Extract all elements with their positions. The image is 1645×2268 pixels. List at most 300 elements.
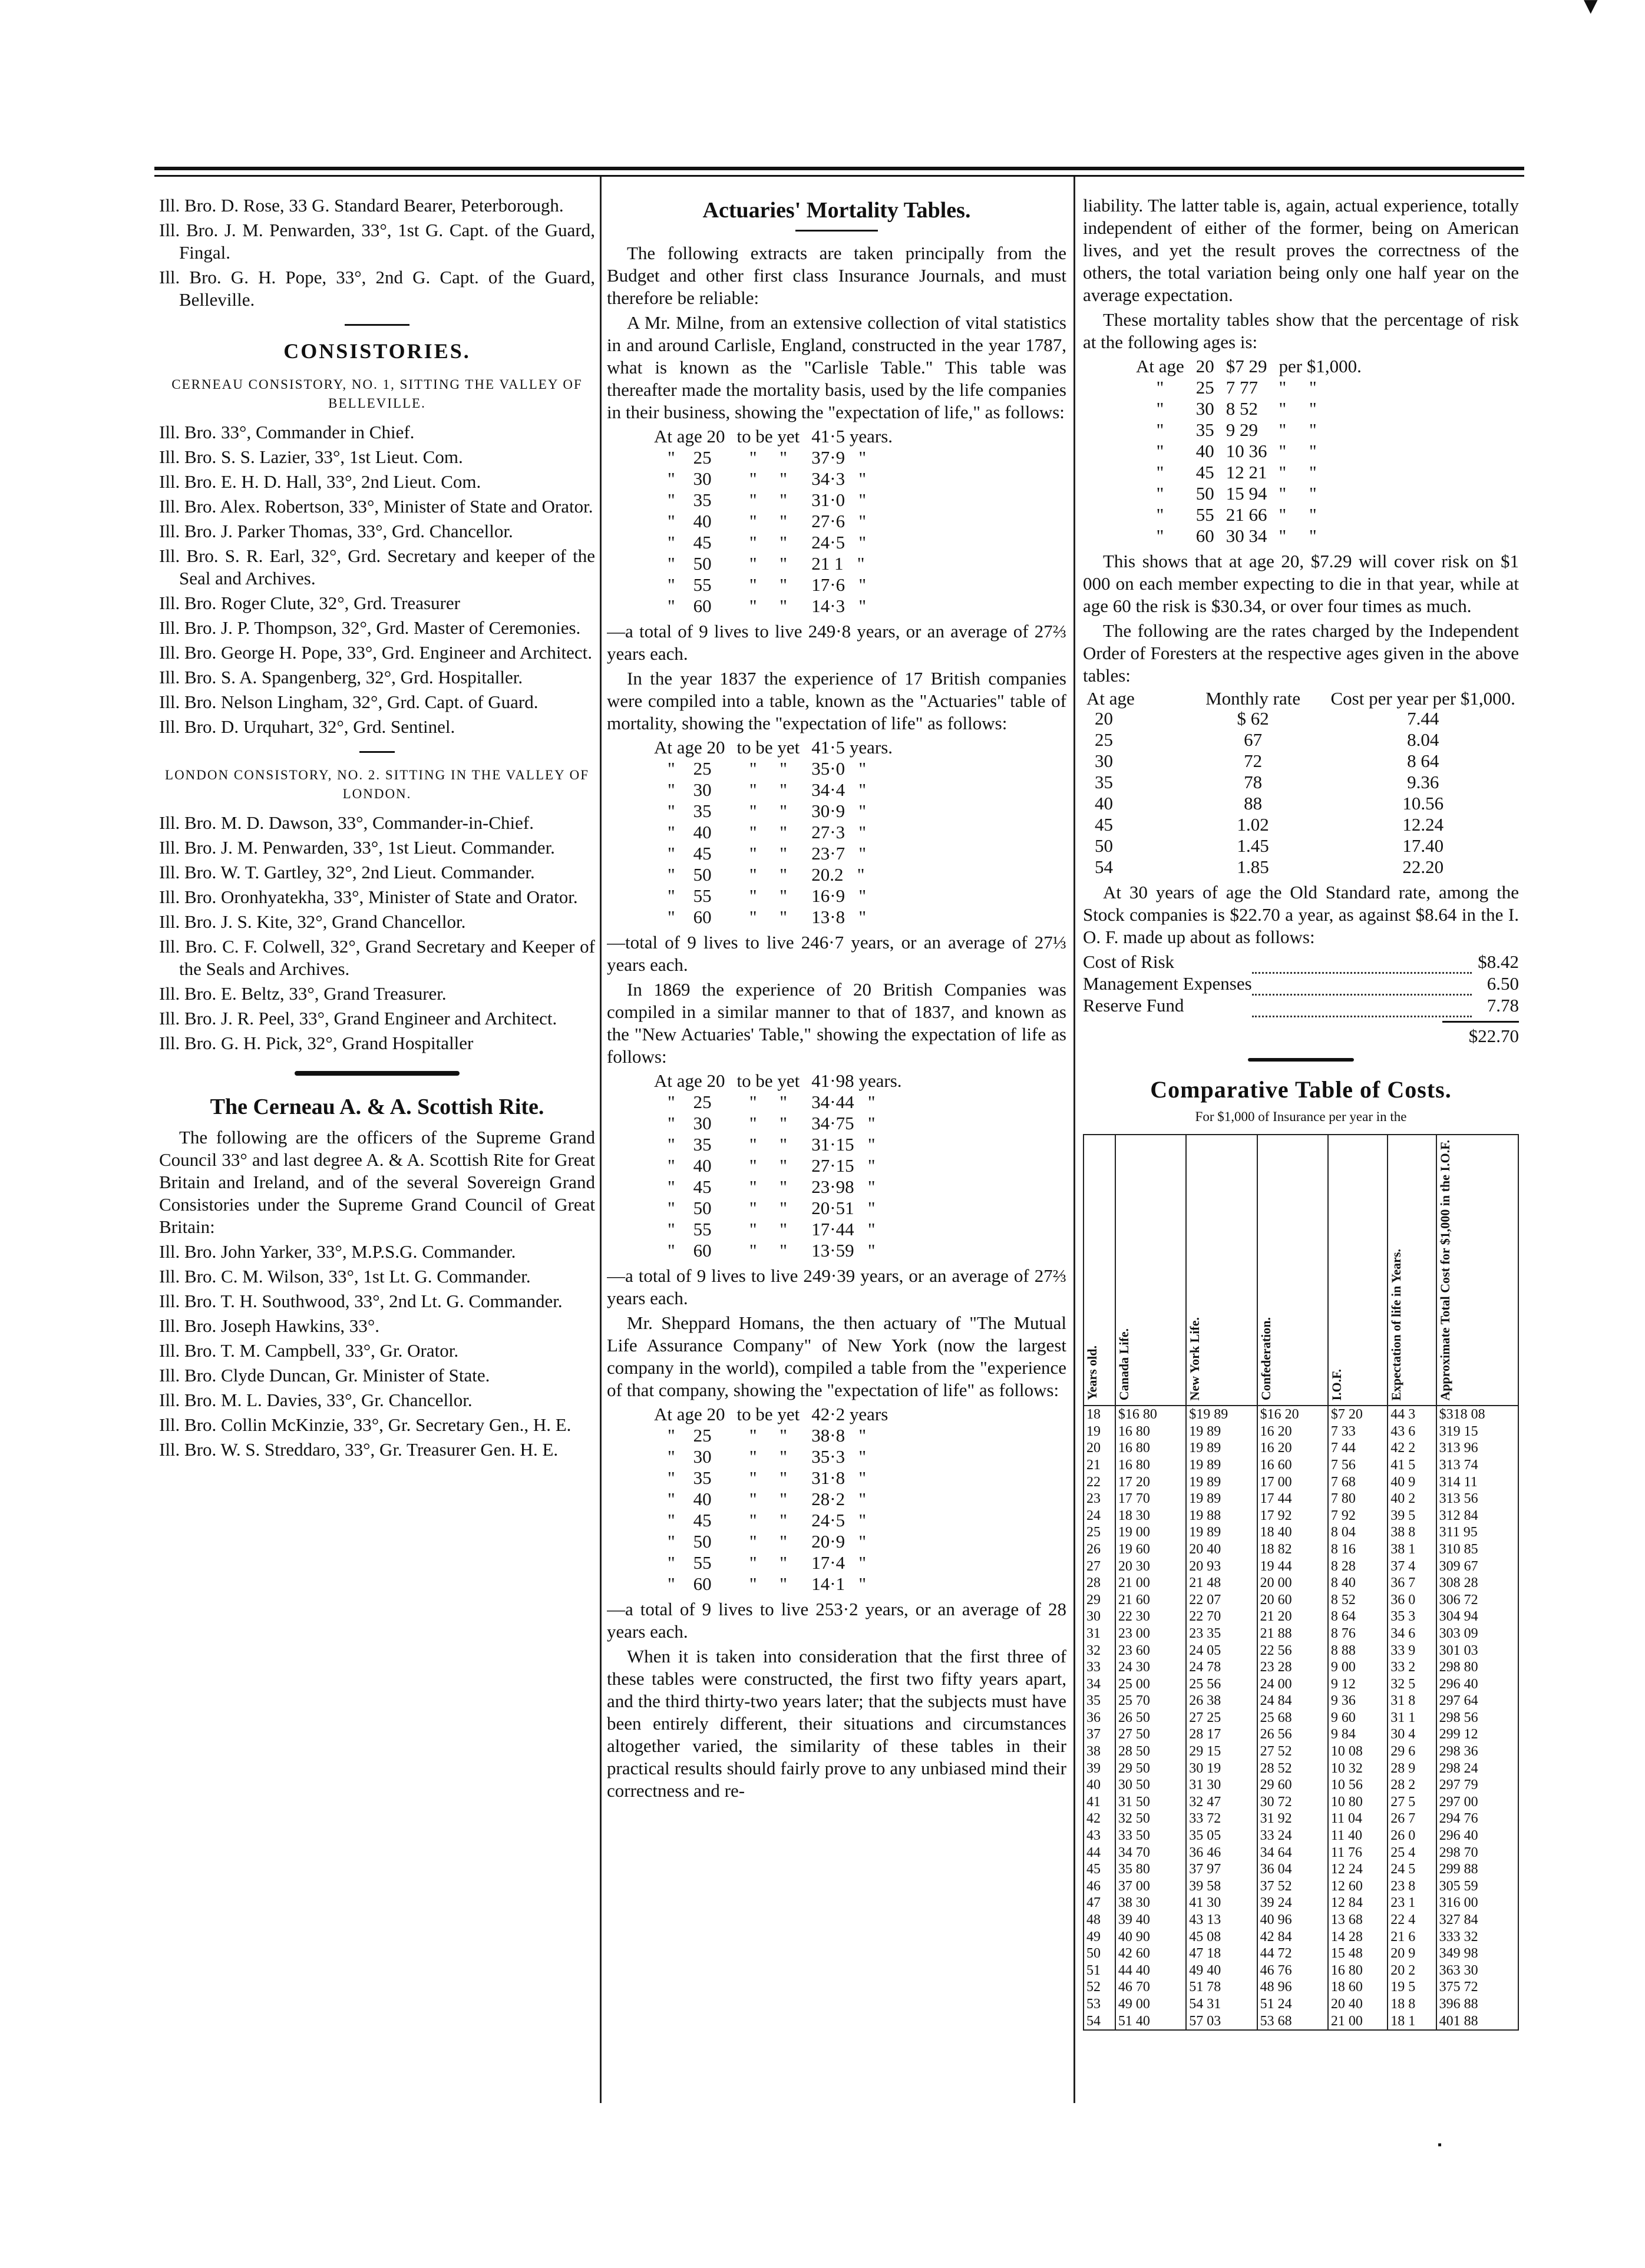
ditto-mark: " — [779, 1552, 787, 1573]
years-value: 13·8 — [811, 907, 845, 927]
table-row — [1084, 1592, 1518, 1609]
ditto-mark: " — [779, 822, 787, 842]
table-cell: 42 2 — [1388, 1440, 1436, 1457]
table-cell: 311 95 — [1436, 1524, 1518, 1541]
ditto-mark: " — [749, 1134, 757, 1155]
ditto-cell — [731, 1425, 806, 1446]
age-cell: 50 — [1095, 835, 1113, 856]
table-cell: 20 93 — [1186, 1558, 1257, 1575]
table-row — [648, 1425, 894, 1446]
ditto-cell — [731, 1219, 806, 1240]
ditto-mark: " — [667, 532, 675, 553]
years-cell — [805, 1240, 907, 1261]
years-value: 13·59 — [811, 1240, 854, 1261]
table-row — [1084, 1457, 1518, 1474]
age-value: 50 — [693, 864, 712, 885]
age-cell — [648, 907, 731, 928]
ditto-mark: " — [749, 801, 757, 821]
cost-total: $22.70 — [1468, 1025, 1519, 1046]
table-cell: 32 — [1084, 1642, 1115, 1659]
age-cell — [648, 1134, 731, 1155]
table-cell: 11 40 — [1328, 1827, 1388, 1844]
risk-cell: 15 94 — [1226, 483, 1267, 504]
table-row — [1083, 793, 1519, 814]
table-cell: 24 78 — [1186, 1659, 1257, 1676]
cell: $7 29 — [1226, 356, 1267, 376]
cost-value: $8.42 — [1478, 951, 1519, 972]
years-value: 23·98 — [811, 1176, 854, 1197]
ditto-cell — [731, 1198, 806, 1219]
table-cell: 333 32 — [1436, 1929, 1518, 1946]
age-cell — [648, 468, 731, 490]
table-row — [648, 1134, 908, 1155]
ditto-cell — [731, 1531, 806, 1552]
age-value: 40 — [693, 1155, 712, 1176]
table-cell: 19 5 — [1388, 1979, 1436, 1996]
table-row — [1084, 1659, 1518, 1676]
age-cell: 30 — [1195, 398, 1214, 419]
age-cell — [648, 490, 731, 511]
table-row — [648, 1176, 908, 1198]
ditto-mark: " — [749, 574, 757, 595]
age-value: 35 — [693, 490, 712, 510]
table-row — [1083, 994, 1519, 1016]
table-cell: 26 7 — [1388, 1810, 1436, 1827]
ditto-mark: " — [667, 490, 675, 510]
table-cell: 26 50 — [1115, 1710, 1186, 1727]
ditto-mark: " — [1309, 504, 1317, 525]
table-cell: 303 09 — [1436, 1625, 1518, 1642]
ditto-mark: " — [749, 532, 757, 553]
ditto-mark: " — [858, 843, 867, 864]
column-one — [159, 194, 595, 1463]
table-row — [1084, 1625, 1518, 1642]
table-cell: 29 15 — [1186, 1743, 1257, 1760]
ditto-cell — [1273, 525, 1367, 547]
table-cell: 16 20 — [1257, 1440, 1328, 1457]
table-cell: 25 70 — [1115, 1692, 1186, 1710]
years-value: 14·1 — [811, 1573, 845, 1594]
table-row — [648, 1092, 908, 1113]
table-cell: 20 9 — [1388, 1945, 1436, 1962]
years-value: 28·2 — [811, 1489, 845, 1509]
column-header-label: I.O.F. — [1329, 1368, 1344, 1401]
table-row — [648, 885, 899, 907]
table-cell: 34 64 — [1257, 1844, 1328, 1862]
ditto-mark: " — [779, 1176, 787, 1197]
table-cell: 298 70 — [1436, 1844, 1518, 1862]
ditto-mark: " — [667, 885, 675, 906]
ditto-mark: " — [667, 1155, 675, 1176]
table-cell: 41 5 — [1388, 1457, 1436, 1474]
table-cell: 29 — [1084, 1592, 1115, 1609]
table-row — [1084, 1423, 1518, 1440]
table-cell: 23 1 — [1388, 1895, 1436, 1912]
ditto-mark: " — [749, 1573, 757, 1594]
ditto-mark: " — [857, 864, 865, 885]
ditto-cell — [731, 490, 806, 511]
age-value: 30 — [693, 1113, 712, 1133]
table-cell: 19 89 — [1186, 1423, 1257, 1440]
years-value: 20·9 — [811, 1531, 845, 1552]
ditto-cell — [731, 574, 806, 596]
comparative-cost-table — [1083, 1134, 1519, 2031]
table-cell: 44 72 — [1257, 1945, 1328, 1962]
risk-cell: 12 21 — [1226, 462, 1267, 482]
cell: 41·5 years. — [811, 426, 893, 447]
column-header-label: Canada Life. — [1116, 1328, 1131, 1401]
table-row — [648, 1198, 908, 1219]
years-cell — [805, 864, 899, 885]
ditto-mark: " — [858, 758, 867, 779]
ditto-mark: " — [667, 574, 675, 595]
years-cell — [805, 1467, 894, 1489]
table-cell: 21 00 — [1115, 1575, 1186, 1592]
column-header — [1436, 1135, 1518, 1406]
table-row — [1084, 1490, 1518, 1507]
table-cell: 21 — [1084, 1457, 1115, 1474]
table-cell: 43 6 — [1388, 1423, 1436, 1440]
table-cell: 9 36 — [1328, 1692, 1388, 1710]
table-row — [648, 1531, 894, 1552]
age-value: 35 — [693, 1134, 712, 1155]
table-cell: 25 4 — [1388, 1844, 1436, 1862]
ditto-mark: " — [867, 1176, 876, 1197]
ditto-cell — [731, 1489, 806, 1510]
officer-entry: Ill. Bro. D. Rose, 33 G. Standard Bearer, Peterborough. — [159, 195, 564, 216]
ditto-cell — [731, 1134, 806, 1155]
table-cell: 26 56 — [1257, 1726, 1328, 1743]
table-cell: 396 88 — [1436, 1996, 1518, 2013]
ditto-cell — [731, 1573, 806, 1595]
table-cell: 18 40 — [1257, 1524, 1328, 1541]
years-cell — [805, 779, 899, 801]
table-row — [648, 758, 899, 779]
ditto-mark: " — [779, 779, 787, 800]
section-divider — [345, 324, 409, 326]
ditto-mark: " — [667, 1489, 675, 1509]
ditto-cell — [731, 1552, 806, 1573]
years-cell — [805, 1113, 907, 1134]
ditto-mark: " — [858, 1425, 867, 1446]
ditto-mark: " — [667, 907, 675, 927]
ditto-cell — [731, 1155, 806, 1176]
milne-paragraph: A Mr. Milne, from an extensive collection of vital statistics in and around Carlisle, England, constructed in the year 1787, what is known as the "Carlisle Table." This table was thereafter made the mortality basis, used by the life companies in their business, showing the "expectation of life," as follows: — [607, 312, 1066, 422]
years-value: 34·4 — [811, 779, 845, 800]
ditto-mark: " — [749, 779, 757, 800]
table-row — [1084, 1844, 1518, 1862]
table-cell: 310 85 — [1436, 1541, 1518, 1558]
officer-entry: Ill. Bro. Alex. Robertson, 33°, Minister of State and Orator. — [159, 496, 593, 517]
table-cell: 36 04 — [1257, 1861, 1328, 1878]
ditto-mark: " — [779, 1113, 787, 1133]
age-cell — [648, 885, 731, 907]
table-cell: 28 52 — [1257, 1760, 1328, 1777]
years-cell — [805, 885, 899, 907]
table-row — [648, 1489, 894, 1510]
table-cell: 375 72 — [1436, 1979, 1518, 1996]
table-cell: 19 60 — [1115, 1541, 1186, 1558]
ditto-cell — [731, 907, 806, 928]
table-cell: 33 50 — [1115, 1827, 1186, 1844]
table-cell: 299 88 — [1436, 1861, 1518, 1878]
age-cell — [648, 1573, 731, 1595]
table-cell: 308 28 — [1436, 1575, 1518, 1592]
age-value: 55 — [693, 1219, 712, 1239]
table-row — [1084, 1642, 1518, 1659]
years-cell — [805, 1155, 907, 1176]
years-value: 27·3 — [811, 822, 845, 842]
years-cell — [805, 490, 899, 511]
ditto-mark: " — [667, 1198, 675, 1218]
table-cell: 17 92 — [1257, 1507, 1328, 1525]
table-cell: 8 88 — [1328, 1642, 1388, 1659]
table-cell: 36 — [1084, 1710, 1115, 1727]
officer-entry: Ill. Bro. J. Parker Thomas, 33°, Grd. Chancellor. — [159, 521, 513, 541]
years-cell — [805, 758, 899, 779]
ditto-mark: " — [858, 907, 867, 927]
ditto-mark: " — [749, 1176, 757, 1197]
table-row — [648, 1070, 908, 1092]
table-cell: 54 — [1084, 2013, 1115, 2031]
years-value: 27·6 — [811, 511, 845, 531]
column-header — [1084, 1135, 1115, 1406]
age-value: 60 — [693, 1240, 712, 1261]
ditto-cell — [731, 1446, 806, 1467]
table-row — [1130, 441, 1367, 462]
table-cell: 25 68 — [1257, 1710, 1328, 1727]
age-value: 40 — [693, 1489, 712, 1509]
table-cell: 36 0 — [1388, 1592, 1436, 1609]
table-cell: 7 68 — [1328, 1474, 1388, 1491]
table-cell: 28 50 — [1115, 1743, 1186, 1760]
age-cell — [648, 1552, 731, 1573]
table-cell: 313 74 — [1436, 1457, 1518, 1474]
years-value: 14·3 — [811, 596, 845, 616]
table-cell: 48 96 — [1257, 1979, 1328, 1996]
table-cell: 8 76 — [1328, 1625, 1388, 1642]
ditto-mark: " — [867, 1219, 876, 1239]
ditto-mark: " — [779, 596, 787, 616]
table-cell: 15 48 — [1328, 1945, 1388, 1962]
risk-cell: 9 29 — [1226, 419, 1258, 440]
table-cell: 23 8 — [1388, 1878, 1436, 1895]
column-header-label: Years old. — [1085, 1345, 1099, 1401]
table-cell: 7 44 — [1328, 1440, 1388, 1457]
leader-dots — [1252, 951, 1472, 973]
scottish-rite-officers-list — [159, 1241, 595, 1461]
table-cell: 25 00 — [1115, 1676, 1186, 1693]
table-cell: 24 84 — [1257, 1692, 1328, 1710]
years-value: 27·15 — [811, 1155, 854, 1176]
table-cell: 30 — [1084, 1608, 1115, 1625]
table-cell: $7 20 — [1328, 1406, 1388, 1423]
new-actuaries-paragraph: In 1869 the experience of 20 British Companies was compiled in a similar manner to that of 1837, and known as the "New Actuaries' Table," showing the expectation of life as follows: — [607, 979, 1066, 1067]
officer-entry: Ill. Bro. Clyde Duncan, Gr. Minister of State. — [159, 1365, 490, 1386]
table-cell: 39 24 — [1257, 1895, 1328, 1912]
cell: to be yet — [736, 1404, 800, 1424]
ditto-mark: " — [779, 1198, 787, 1218]
table-row — [1084, 1726, 1518, 1743]
table-row — [648, 864, 899, 885]
table-cell: 10 32 — [1328, 1760, 1388, 1777]
table-cell: 10 80 — [1328, 1794, 1388, 1811]
new-actuaries-table — [648, 1070, 908, 1261]
london-officers-list — [159, 812, 595, 1054]
table-row — [1130, 398, 1367, 419]
table-row — [1130, 377, 1367, 398]
age-value: 50 — [693, 553, 712, 574]
ditto-cell — [731, 885, 806, 907]
ditto-cell — [731, 1113, 806, 1134]
table-cell: 296 40 — [1436, 1676, 1518, 1693]
ditto-cell — [731, 532, 806, 553]
ditto-mark: " — [858, 511, 867, 531]
ditto-cell: " — [1156, 483, 1164, 504]
ditto-mark: " — [779, 907, 787, 927]
table-row — [1130, 525, 1367, 547]
cost-cell: 22.20 — [1402, 857, 1444, 877]
table-cell: 313 56 — [1436, 1490, 1518, 1507]
cost-label: Management Expenses — [1083, 973, 1252, 994]
table-cell: 35 — [1084, 1692, 1115, 1710]
top-rule-heavy — [154, 167, 1524, 170]
years-value: 34·44 — [811, 1092, 854, 1112]
table-cell: 26 0 — [1388, 1827, 1436, 1844]
table-cell: 297 64 — [1436, 1692, 1518, 1710]
years-cell — [805, 1510, 894, 1531]
age-cell — [648, 1176, 731, 1198]
table-row — [648, 843, 899, 864]
cost-cell: 12.24 — [1402, 814, 1444, 835]
table-row — [1084, 1760, 1518, 1777]
comparative-table-title: Comparative Table of Costs. — [1150, 1076, 1452, 1103]
table-cell: 19 89 — [1186, 1474, 1257, 1491]
table-row — [1084, 1692, 1518, 1710]
risk-cell: 10 36 — [1226, 441, 1267, 461]
table-cell: 309 67 — [1436, 1558, 1518, 1575]
column-header-label: Approximate Total Cost for $1,000 in the I.O.F. — [1437, 1139, 1452, 1401]
table-row — [1084, 1929, 1518, 1946]
ditto-mark: " — [779, 1467, 787, 1488]
age-cell — [648, 1489, 731, 1510]
cell: At age — [1136, 356, 1184, 376]
table-cell: 32 50 — [1115, 1810, 1186, 1827]
table-cell: 47 18 — [1186, 1945, 1257, 1962]
ditto-cell — [731, 553, 806, 574]
table-cell: 18 — [1084, 1406, 1115, 1423]
years-value: 31·0 — [811, 490, 845, 510]
column-header — [1388, 1135, 1436, 1406]
title-rule — [795, 230, 878, 232]
cost-cell: 7.44 — [1407, 708, 1439, 729]
years-cell — [805, 1573, 894, 1595]
table-row — [648, 447, 899, 468]
ditto-mark: " — [1309, 419, 1317, 440]
table-cell: 35 80 — [1115, 1861, 1186, 1878]
table-row — [1084, 1996, 1518, 2013]
ditto-mark: " — [867, 1240, 876, 1261]
table-cell: 8 16 — [1328, 1541, 1388, 1558]
column-divider-2 — [1073, 177, 1075, 2103]
ditto-mark: " — [779, 511, 787, 531]
ditto-cell — [731, 468, 806, 490]
ditto-mark: " — [749, 468, 757, 489]
officer-entry: Ill. Bro. S. A. Spangenberg, 32°, Grd. Hospitaller. — [159, 667, 523, 687]
years-cell — [805, 532, 899, 553]
officer-entry: Ill. Bro. J. S. Kite, 32°, Grand Chancellor. — [159, 911, 466, 932]
table-cell: 32 47 — [1186, 1794, 1257, 1811]
table-cell: 19 88 — [1186, 1507, 1257, 1525]
table-cell: 39 58 — [1186, 1878, 1257, 1895]
table-row — [1083, 973, 1519, 994]
table-row — [648, 1155, 908, 1176]
officer-entry: Ill. Bro. C. F. Colwell, 32°, Grand Secretary and Keeper of the Seals and Archives. — [159, 936, 595, 979]
ditto-mark: " — [667, 1573, 675, 1594]
column-header — [1115, 1135, 1186, 1406]
ditto-mark: " — [779, 1092, 787, 1112]
ditto-mark: " — [667, 596, 675, 616]
ditto-mark: " — [749, 1467, 757, 1488]
table-cell: 41 — [1084, 1794, 1115, 1811]
officer-entry: Ill. Bro. Joseph Hawkins, 33°. — [159, 1315, 380, 1336]
officer-entry: Ill. Bro. E. H. D. Hall, 33°, 2nd Lieut. Com. — [159, 471, 481, 492]
age-value: 30 — [693, 1446, 712, 1467]
table-row — [1084, 1524, 1518, 1541]
age-cell — [648, 553, 731, 574]
ditto-cell — [1273, 398, 1367, 419]
ditto-cell — [731, 596, 806, 617]
ditto-mark: " — [858, 1552, 867, 1573]
age-cell — [648, 532, 731, 553]
age-value: 25 — [693, 1092, 712, 1112]
consistories-heading: CONSISTORIES. — [283, 339, 471, 363]
table-cell: 44 40 — [1115, 1962, 1186, 1979]
ditto-mark: " — [779, 553, 787, 574]
ditto-mark: " — [1279, 483, 1287, 504]
table-row — [1084, 1777, 1518, 1794]
age-cell — [648, 1531, 731, 1552]
ditto-cell: " — [1156, 462, 1164, 482]
ditto-mark: " — [779, 490, 787, 510]
ditto-mark: " — [858, 1531, 867, 1552]
table-cell: 28 2 — [1388, 1777, 1436, 1794]
iof-rates-table — [1083, 689, 1519, 878]
ditto-cell — [1273, 504, 1367, 525]
cerneau-consistory-heading: CERNEAU CONSISTORY, NO. 1, SITTING THE VALLEY OF BELLEVILLE. — [171, 377, 583, 411]
age-cell — [648, 822, 731, 843]
table-row — [648, 1552, 894, 1573]
table-cell: 37 52 — [1257, 1878, 1328, 1895]
table-cell: 12 60 — [1328, 1878, 1388, 1895]
table-row — [648, 468, 899, 490]
table-cell: 48 — [1084, 1912, 1115, 1929]
table-row — [1130, 483, 1367, 504]
table-row — [648, 426, 899, 447]
table-row — [1083, 814, 1519, 835]
shows-paragraph: This shows that at age 20, $7.29 will cover risk on $1 000 on each member expecting to die in that year, while at age 60 the risk is $30.34, or over four times as much. — [1083, 551, 1519, 616]
table-cell: 24 — [1084, 1507, 1115, 1525]
top-rule-light — [154, 175, 1524, 177]
ditto-mark: " — [667, 511, 675, 531]
years-value: 31·15 — [811, 1134, 854, 1155]
table-cell: 36 46 — [1186, 1844, 1257, 1862]
years-value: 35·0 — [811, 758, 845, 779]
age-cell — [648, 1198, 731, 1219]
officer-entry: Ill. Bro. J. M. Penwarden, 33°, 1st G. Capt. of the Guard, Fingal. — [159, 220, 595, 263]
column-header-label: Confederation. — [1258, 1317, 1273, 1401]
table-cell: 18 30 — [1115, 1507, 1186, 1525]
